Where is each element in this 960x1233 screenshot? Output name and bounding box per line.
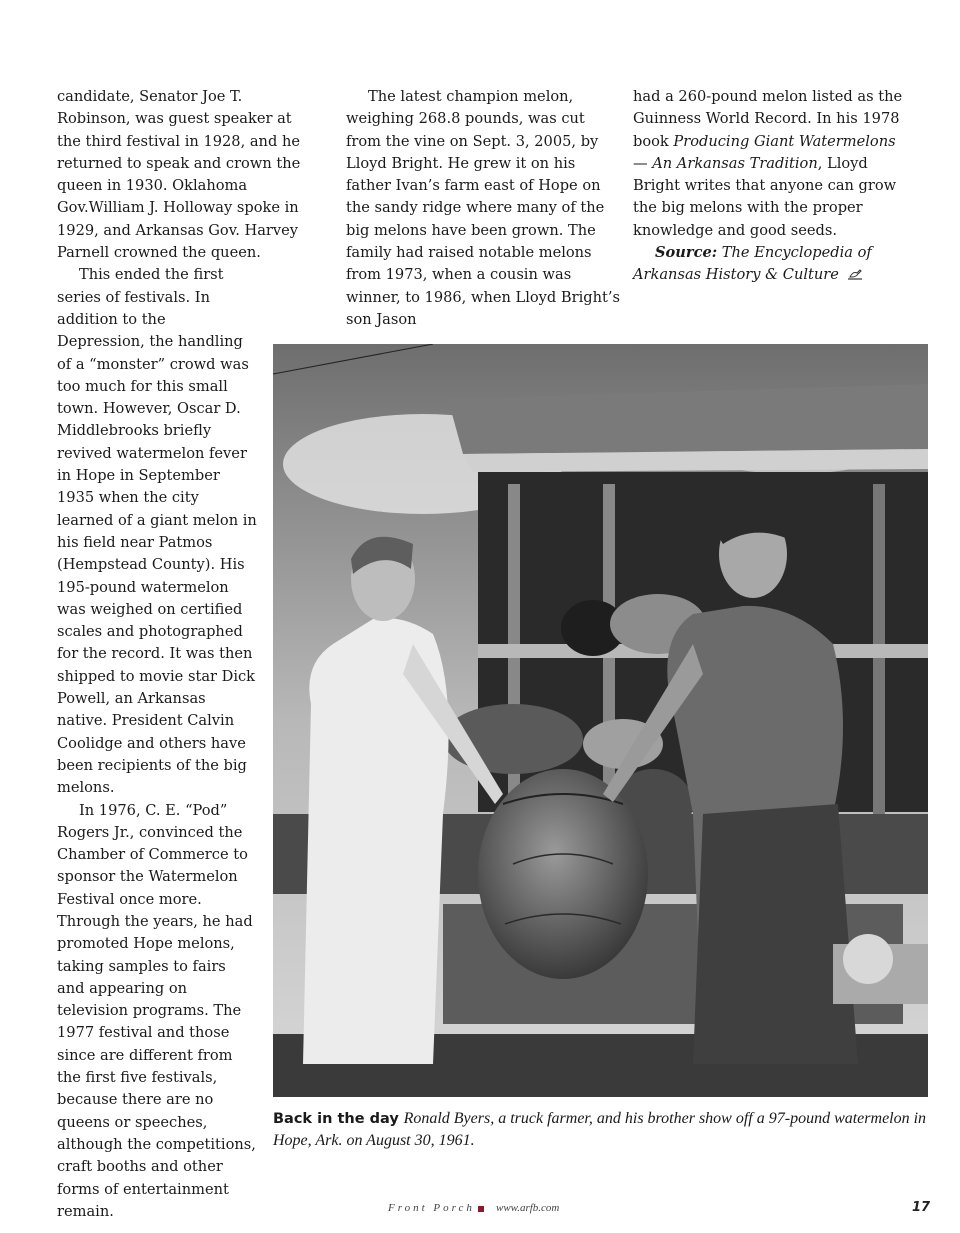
paragraph: The latest champion melon, weighing 268.8 pounds, was cut from the vine on Sept. 3, 2005, by Lloyd Bright. He grew it on his father Ivan’s farm east of Hope on the sandy ridge where many of the big melons have been grown. The family had raised notable melons from 1973, when a cousin was winner, to 1986, when Lloyd Bright’s son Jason [346,88,620,328]
page-footer [0,1198,960,1218]
website-url: www.arfb.com [496,1202,560,1214]
writing-hand-icon [847,268,863,280]
caption-body: Ronald Byers, a truck farmer, and his brother show off a 97-pound watermelon in Hope, Ark. on August 30, 1961. [273,1110,927,1149]
magazine-name: Front Porch [388,1202,475,1214]
photo-illustration [273,344,928,1097]
black-and-white-photo [273,344,928,1097]
source-label: Source: [655,244,718,262]
square-bullet-icon [478,1206,484,1212]
paragraph: had a 260-pound melon listed as the Guinness World Record. In his 1978 book Producing Giant Watermelons — An Arkansas Tradition, Lloyd Bright writes that anyone can grow the big melons with the proper knowledge and good seeds. [633,88,903,239]
article-column-3 [633,86,907,287]
paragraph: candidate, Senator Joe T. Robinson, was guest speaker at the third festival in 1928, and he returned to speak and crown the queen in 1930. Oklahoma Gov.William J. Holloway spoke in 1929, and Arkansas Gov. Harvey Parnell crowned the queen. [57,88,301,262]
photo-caption [273,1108,928,1151]
source-line [633,242,907,287]
paragraph: This ended the first series of festivals. In addition to the Depression, the handling of a “monster” crowd was [57,266,249,373]
article-column-2 [346,86,620,331]
page-number: 17 [912,1200,931,1215]
source-title: The Encyclopedia of Arkansas History & Culture [633,244,872,284]
paragraph: too much for this small town. However, Oscar D. Middlebrooks briefly revived watermelon fever in Hope in September 1935 when the city learned of a giant melon in his field near Patmos (Hempstead County). His 195-pound watermelon was weighed on certified scales and photographed for the record. It was then shipped to movie star Dick Powell, an Arkansas native. President Calvin Coolidge and others have been recipients of the big melons. [57,377,257,797]
caption-lead: Back in the day [273,1111,399,1127]
paragraph: In 1976, C. E. “Pod” Rogers Jr., convinced the Chamber of Commerce to sponsor the Watermelon Festival once more. Through the years, he had promoted Hope melons, taking samples to fairs and appearing on television programs. The 1977 festival and those since are different from the first five festivals, because there are no queens or speeches, although the competitions, craft booths and other forms of entertainment remain. [57,801,256,1220]
